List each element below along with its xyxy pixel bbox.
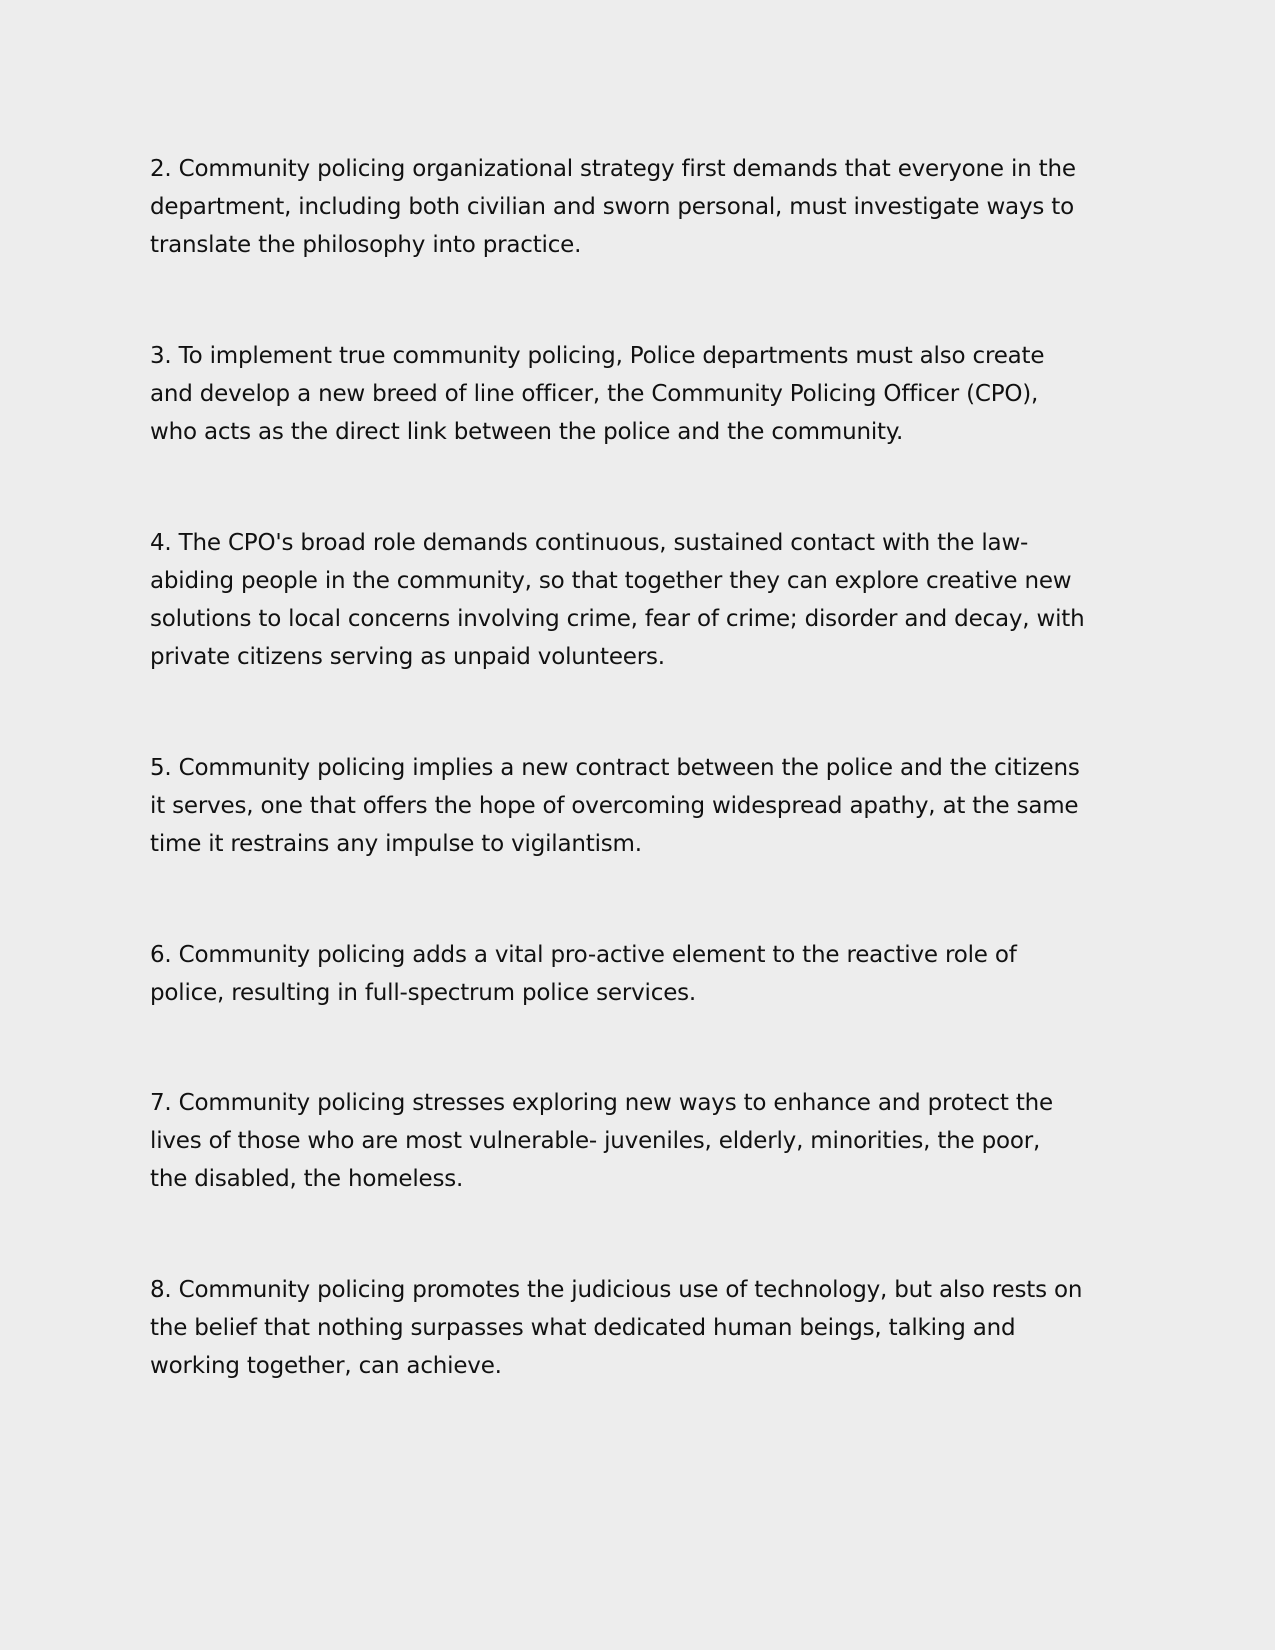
paragraph-line: and develop a new breed of line officer, the Community Policing Officer (CPO), (150, 381, 1039, 407)
paragraph-item-4 (150, 524, 1150, 676)
paragraph-item-3 (150, 337, 1150, 451)
paragraph-line: 2. Community policing organizational strategy first demands that everyone in the (150, 156, 1076, 182)
paragraph-item-8 (150, 1271, 1150, 1385)
paragraph-line: 3. To implement true community policing, Police departments must also create (150, 343, 1045, 369)
paragraph-line: the belief that nothing surpasses what dedicated human beings, talking and (150, 1315, 1016, 1341)
paragraph-line: 8. Community policing promotes the judicious use of technology, but also rests on (150, 1277, 1083, 1303)
paragraph-line: 5. Community policing implies a new contract between the police and the citizens (150, 755, 1080, 781)
paragraph-item-2 (150, 150, 1150, 264)
paragraph-item-7 (150, 1084, 1150, 1198)
paragraph-line: translate the philosophy into practice. (150, 232, 582, 258)
paragraph-line: police, resulting in full-spectrum police services. (150, 980, 697, 1006)
paragraph-line: lives of those who are most vulnerable- juveniles, elderly, minorities, the poor, (150, 1128, 1041, 1154)
paragraph-line: 7. Community policing stresses exploring new ways to enhance and protect the (150, 1090, 1053, 1116)
paragraph-line: it serves, one that offers the hope of overcoming widespread apathy, at the same (150, 793, 1079, 819)
paragraph-line: who acts as the direct link between the police and the community. (150, 419, 904, 445)
paragraph-line: department, including both civilian and sworn personal, must investigate ways to (150, 194, 1074, 220)
paragraph-line: private citizens serving as unpaid volunteers. (150, 644, 665, 670)
paragraph-line: time it restrains any impulse to vigilantism. (150, 831, 642, 857)
paragraph-line: abiding people in the community, so that together they can explore creative new (150, 568, 1072, 594)
paragraph-line: 6. Community policing adds a vital pro-active element to the reactive role of (150, 942, 1017, 968)
paragraph-item-6 (150, 936, 1150, 1012)
paragraph-line: working together, can achieve. (150, 1353, 502, 1379)
paragraph-line: the disabled, the homeless. (150, 1166, 464, 1192)
paragraph-line: solutions to local concerns involving crime, fear of crime; disorder and decay, with (150, 606, 1085, 632)
paragraph-line: 4. The CPO's broad role demands continuous, sustained contact with the law- (150, 530, 1029, 556)
paragraph-item-5 (150, 749, 1150, 863)
